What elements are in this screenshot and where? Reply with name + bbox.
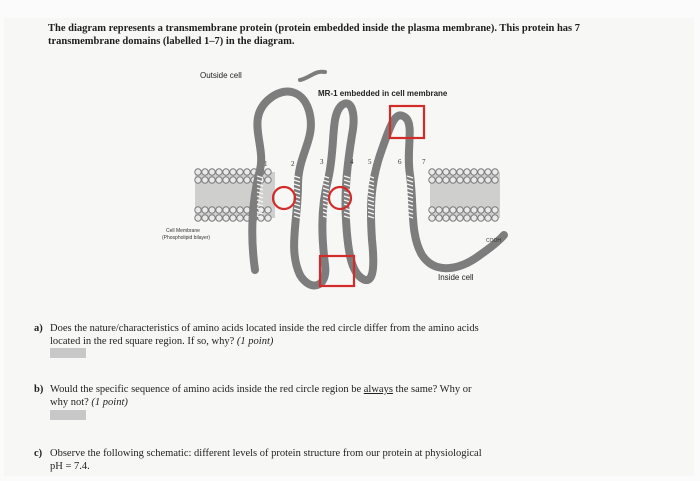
- domain-number-1: 1: [264, 160, 268, 168]
- phospholipid-head: [237, 207, 243, 213]
- phospholipid-head: [265, 215, 271, 221]
- phospholipid-head: [436, 169, 442, 175]
- phospholipid-head: [478, 207, 484, 213]
- phospholipid-head: [485, 207, 491, 213]
- cooh-label: COOH: [486, 238, 501, 244]
- phospholipid-head: [202, 207, 208, 213]
- phospholipid-head: [230, 215, 236, 221]
- phospholipid-head: [237, 169, 243, 175]
- phospholipid-head: [195, 215, 201, 221]
- phospholipid-head: [457, 215, 463, 221]
- phospholipid-head: [464, 215, 470, 221]
- question-b-line2: why not?: [50, 397, 89, 408]
- phospholipid-head: [457, 177, 463, 183]
- phospholipid-head: [478, 177, 484, 183]
- phospholipid-head: [464, 207, 470, 213]
- question-b-underlined: always: [363, 384, 393, 395]
- phospholipid-head: [230, 169, 236, 175]
- phospholipid-head: [258, 215, 264, 221]
- question-b-post: the same? Why or: [395, 384, 472, 395]
- phospholipid-head: [223, 207, 229, 213]
- phospholipid-head: [265, 177, 271, 183]
- phospholipid-head: [230, 177, 236, 183]
- phospholipid-head: [450, 207, 456, 213]
- phospholipid-head: [450, 169, 456, 175]
- question-a: [34, 322, 674, 348]
- phospholipid-head: [485, 169, 491, 175]
- question-c: [34, 447, 674, 473]
- phospholipid-head: [209, 177, 215, 183]
- phospholipid-head: [450, 215, 456, 221]
- phospholipid-head: [202, 215, 208, 221]
- phospholipid-head: [202, 169, 208, 175]
- domain-number-2: 2: [291, 160, 295, 168]
- question-b: [34, 383, 674, 409]
- phospholipid-head: [223, 177, 229, 183]
- domain-number-3: 3: [320, 158, 324, 166]
- phospholipid-head: [216, 207, 222, 213]
- phospholipid-head: [443, 207, 449, 213]
- phospholipid-head: [471, 177, 477, 183]
- domain-number-5: 5: [368, 158, 372, 166]
- top-label: MR-1 embedded in cell membrane: [318, 89, 448, 98]
- domain-number-4: 4: [350, 158, 354, 166]
- phospholipid-head: [492, 177, 498, 183]
- phospholipid-head: [471, 169, 477, 175]
- phospholipid-head: [478, 215, 484, 221]
- phospholipid-head: [429, 177, 435, 183]
- question-c-line1: Observe the following schematic: different levels of protein structure from our protein at physiological: [50, 448, 482, 459]
- phospholipid-head: [429, 207, 435, 213]
- phospholipid-head: [443, 215, 449, 221]
- phospholipid-head: [492, 215, 498, 221]
- phospholipid-head: [485, 177, 491, 183]
- question-a-line1: Does the nature/characteristics of amino acids located inside the red circle differ from the amino acids: [50, 323, 479, 334]
- question-c-label: c): [34, 448, 43, 459]
- phospholipid-head: [478, 169, 484, 175]
- phospholipid-head: [464, 177, 470, 183]
- outside-cell-label: Outside cell: [200, 71, 242, 80]
- phospholipid-head: [471, 207, 477, 213]
- phospholipid-head: [237, 215, 243, 221]
- red-circle-1: [273, 187, 295, 209]
- phospholipid-head: [209, 215, 215, 221]
- phospholipid-head: [429, 169, 435, 175]
- phospholipid-head: [485, 215, 491, 221]
- phospholipid-head: [216, 215, 222, 221]
- phospholipid-head: [265, 207, 271, 213]
- transmembrane-protein-diagram: [160, 60, 520, 300]
- helix-coils: [257, 176, 413, 218]
- phospholipid-head: [265, 169, 271, 175]
- question-a-label: a): [34, 323, 43, 334]
- question-b-points: (1 point): [91, 397, 128, 408]
- answer-b-redaction: [50, 410, 86, 420]
- phospholipid-head: [223, 169, 229, 175]
- domain-number-7: 7: [422, 158, 426, 166]
- phospholipid-head: [436, 215, 442, 221]
- phospholipid-head: [436, 207, 442, 213]
- membrane-label-line2: (Phospholipid bilayer): [162, 235, 211, 241]
- phospholipid-head: [195, 207, 201, 213]
- inside-cell-label: Inside cell: [438, 273, 474, 282]
- answer-a-redaction: [50, 348, 86, 358]
- phospholipid-head: [216, 177, 222, 183]
- phospholipid-head: [223, 215, 229, 221]
- phospholipid-head: [464, 169, 470, 175]
- phospholipid-head: [443, 177, 449, 183]
- intro-text: The diagram represents a transmembrane protein (protein embedded inside the plasma membrane). This protein has 7 transmembrane domains (labelled 1–7) in the diagram.: [48, 23, 581, 47]
- question-a-line2: located in the red square region. If so, why?: [50, 336, 235, 347]
- membrane-label-line1: Cell Membrane: [166, 228, 200, 234]
- phospholipid-head: [209, 207, 215, 213]
- phospholipid-head: [216, 169, 222, 175]
- phospholipid-head: [443, 169, 449, 175]
- phospholipid-head: [244, 169, 250, 175]
- phospholipid-head: [492, 207, 498, 213]
- phospholipid-head: [244, 177, 250, 183]
- phospholipid-head: [450, 177, 456, 183]
- phospholipid-head: [457, 207, 463, 213]
- phospholipid-head: [195, 177, 201, 183]
- phospholipid-head: [202, 177, 208, 183]
- phospholipid-head: [429, 215, 435, 221]
- phospholipid-head: [230, 207, 236, 213]
- question-c-line2: pH = 7.4.: [50, 461, 90, 472]
- question-b-pre: Would the specific sequence of amino acids inside the red circle region be: [50, 384, 362, 395]
- phospholipid-head: [436, 177, 442, 183]
- phospholipid-head: [471, 215, 477, 221]
- phospholipid-head: [195, 169, 201, 175]
- protein-n-terminus: [300, 72, 325, 80]
- phospholipid-head: [457, 169, 463, 175]
- question-a-points: (1 point): [236, 336, 274, 347]
- phospholipid-head: [492, 169, 498, 175]
- question-b-label: b): [34, 384, 44, 395]
- phospholipid-head: [237, 177, 243, 183]
- domain-number-6: 6: [398, 158, 402, 166]
- phospholipid-head: [209, 169, 215, 175]
